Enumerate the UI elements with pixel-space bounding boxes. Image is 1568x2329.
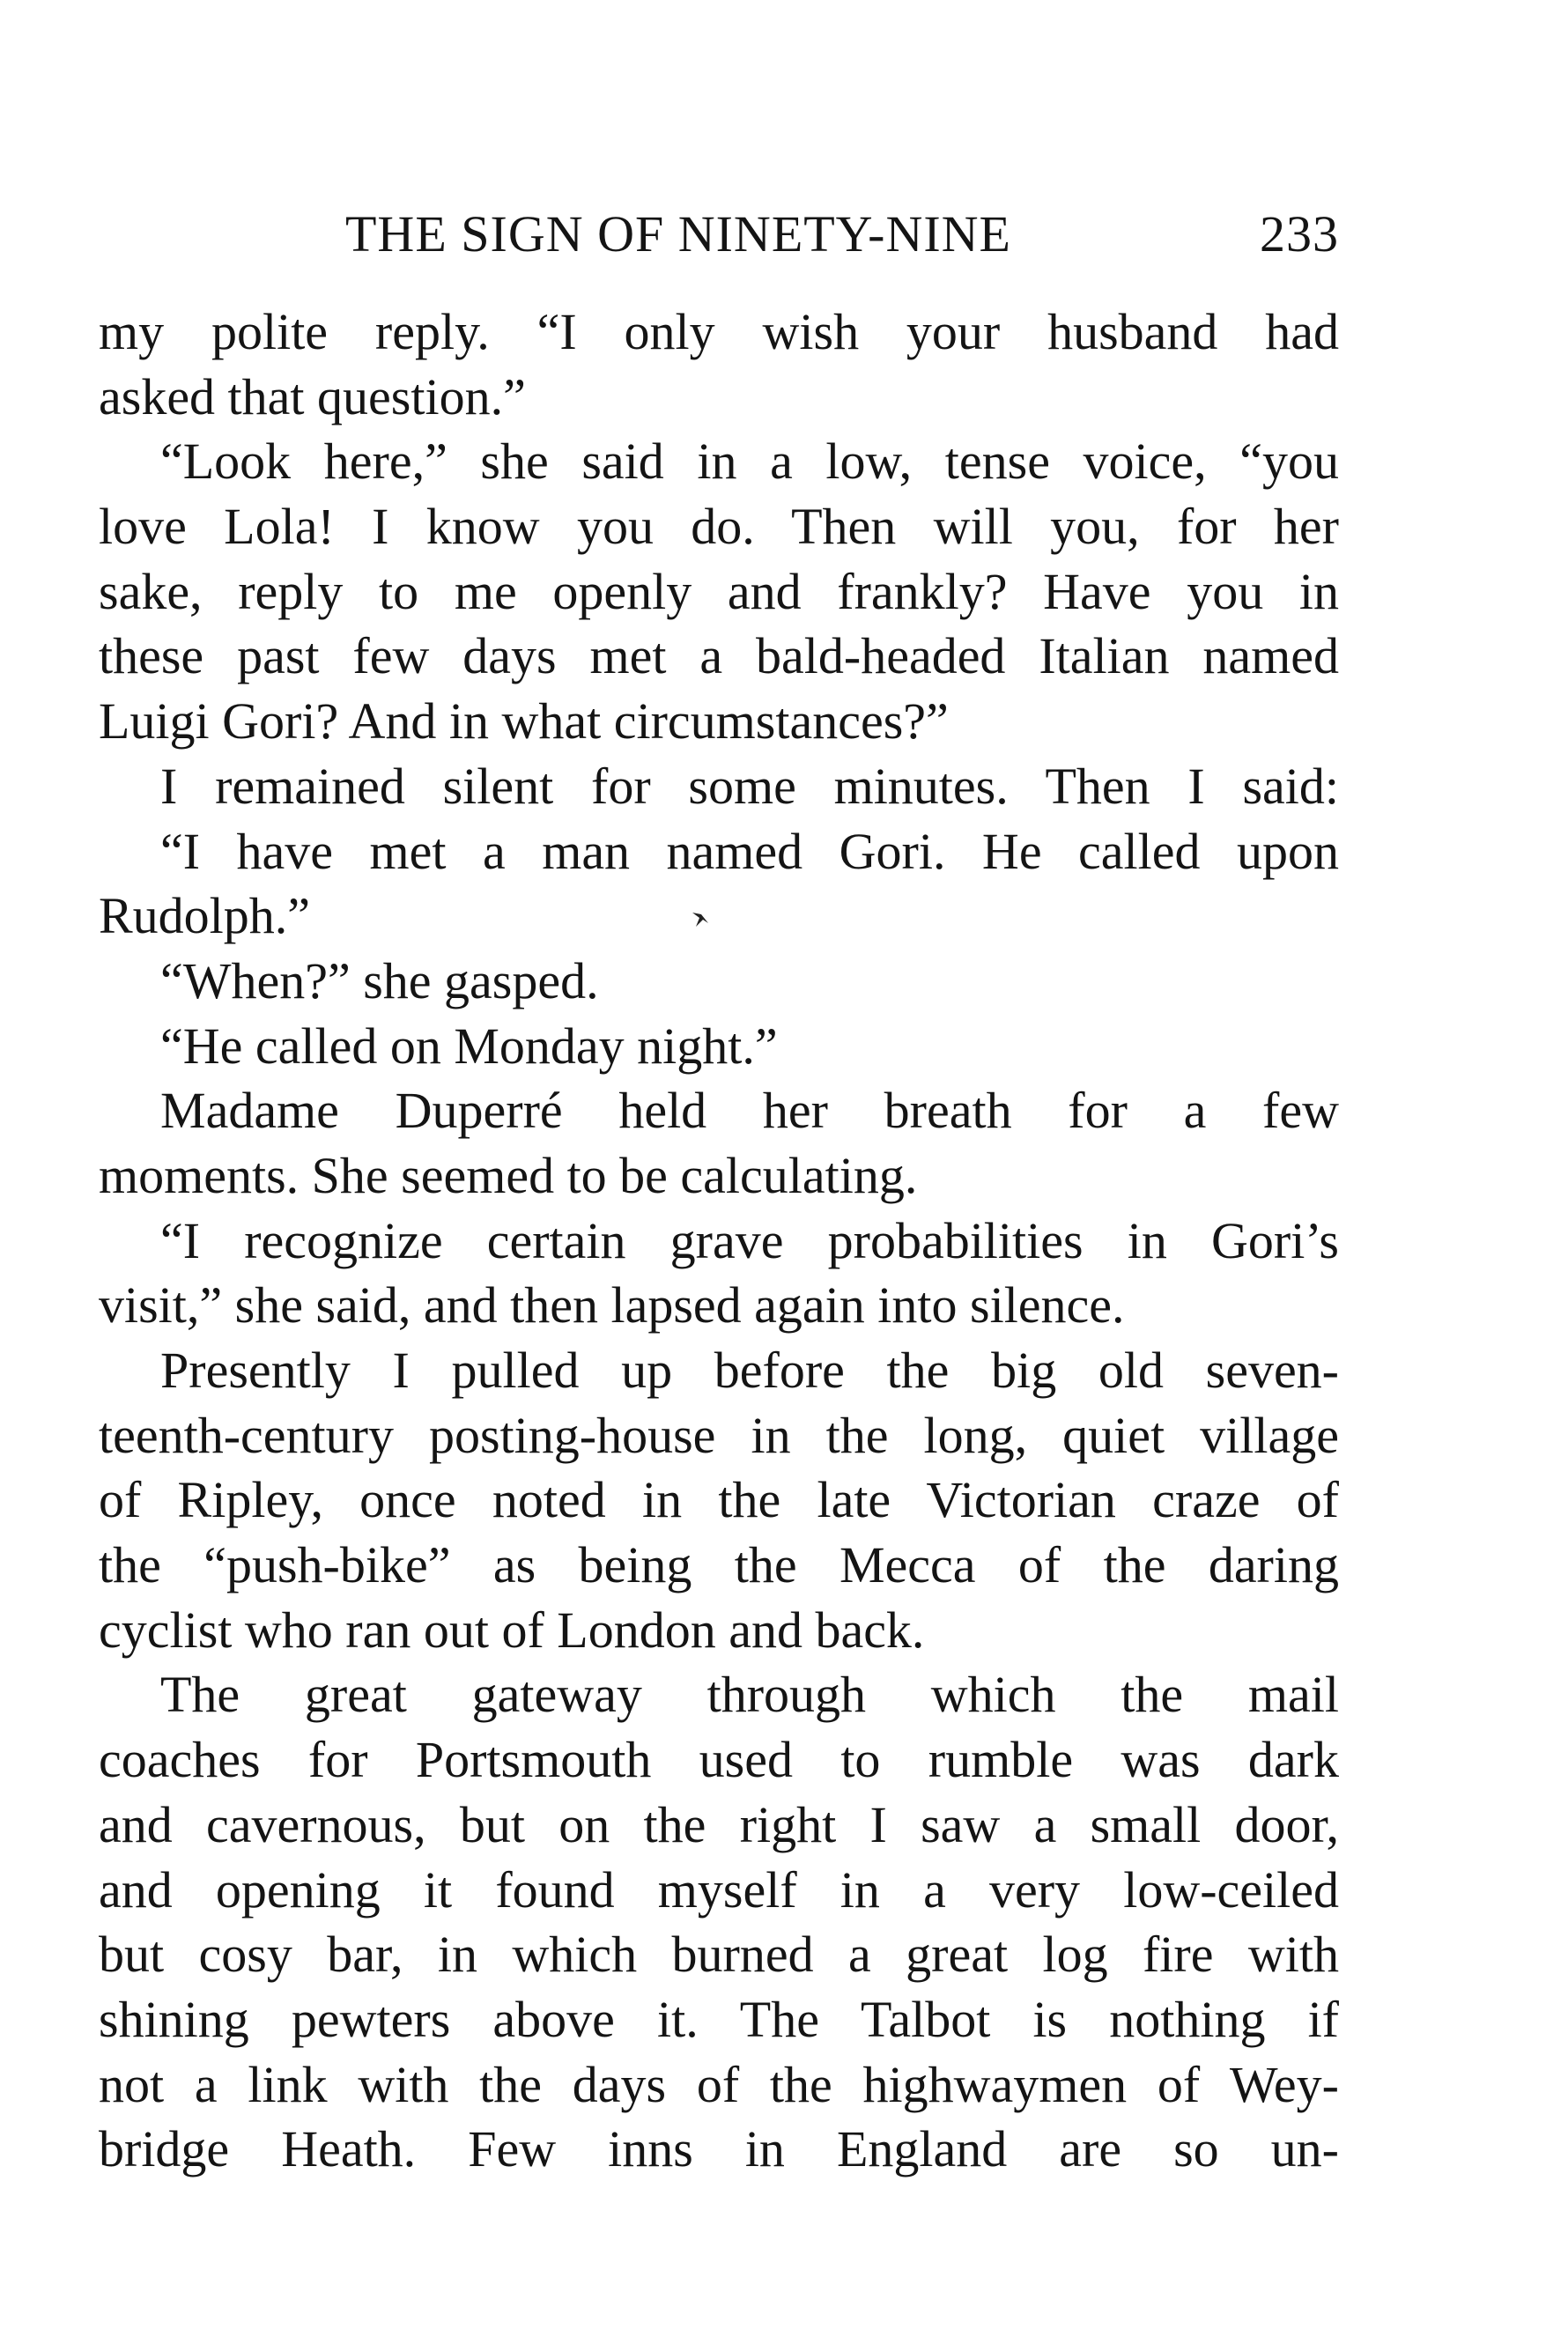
page-header [99,204,1339,275]
text-line: love Lola! I know you do. Then will you, for her [99,498,1339,556]
text-line: of Ripley, once noted in the late Victorian craze of [99,1471,1339,1529]
text-line: and opening it found myself in a very low-ceiled [99,1860,1339,1919]
text-line: Luigi Gori? And in what circumstances?” [99,692,949,750]
text-line: not a link with the days of the highwaymen of Wey- [99,2055,1339,2113]
text-line: “I have met a man named Gori. He called upon [160,822,1339,880]
text-line: “Look here,” she said in a low, tense voice, “you [160,433,1339,491]
text-line: moments. She seemed to be calculating. [99,1146,918,1204]
text-line: Presently I pulled up before the big old seven- [160,1342,1339,1399]
text-line: I remained silent for some minutes. Then I said: [160,757,1339,815]
text-line: The great gateway through which the mail [160,1666,1339,1724]
text-line: shining pewters above it. The Talbot is nothing if [99,1990,1339,2048]
text-line: “He called on Monday night.” [160,1017,778,1075]
ink-blot-mark [687,907,714,934]
body-text [99,299,1339,2182]
text-line: Madame Duperré held her breath for a few [160,1082,1339,1140]
text-line: bridge Heath. Few inns in England are so un- [99,2120,1339,2178]
running-title: THE SIGN OF NINETY-NINE [345,205,1011,262]
text-line: visit,” she said, and then lapsed again into silence. [99,1276,1125,1335]
text-line: coaches for Portsmouth used to rumble was dark [99,1731,1339,1789]
text-line: Rudolph.” [99,887,311,945]
text-line: the “push-bike” as being the Mecca of the daring [99,1536,1339,1594]
text-line: asked that question.” [99,367,526,425]
text-line: cyclist who ran out of London and back. [99,1601,925,1659]
text-line: my polite reply. “I only wish your husband had [99,303,1339,360]
text-line: but cosy bar, in which burned a great log fire with [99,1926,1339,1984]
text-line: these past few days met a bald-headed Italian named [99,627,1339,685]
text-line: teenth-century posting-house in the long, quiet village [99,1406,1339,1464]
text-line: sake, reply to me openly and frankly? Have you in [99,562,1339,620]
text-line: “When?” she gasped. [160,951,599,1009]
text-line: and cavernous, but on the right I saw a small door, [99,1795,1339,1853]
page-number: 233 [1260,205,1339,262]
text-line: “I recognize certain grave probabilities in Gori’s [160,1211,1339,1269]
